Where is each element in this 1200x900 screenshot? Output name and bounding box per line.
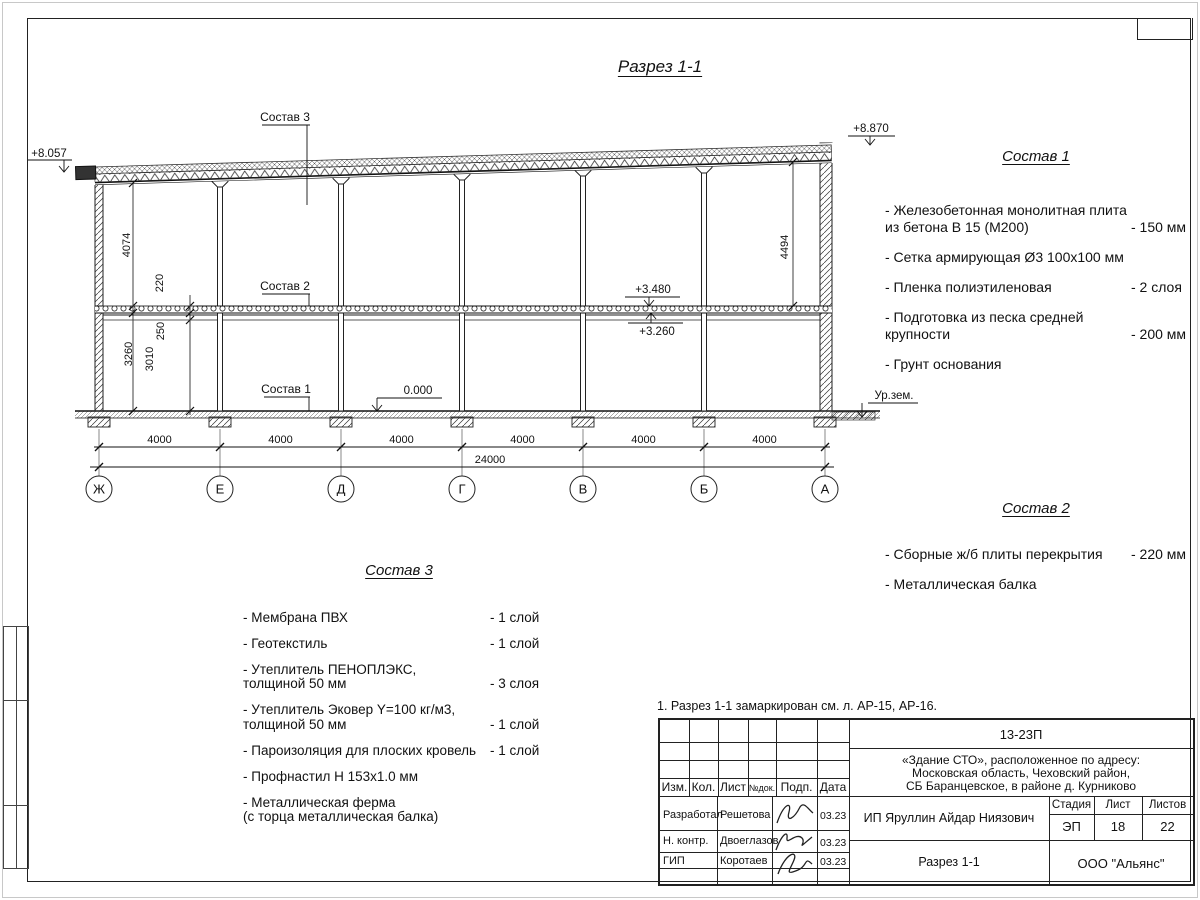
left-vertical-dimensions bbox=[103, 179, 196, 415]
right-vertical-dimension-label: 4494 bbox=[779, 234, 791, 260]
col-data: Дата bbox=[819, 780, 847, 794]
svg-text:250: 250 bbox=[155, 321, 167, 341]
col-podp: Подп. bbox=[780, 780, 813, 794]
right-vertical-dimension bbox=[789, 158, 797, 310]
list-item: - Утеплитель ПЕНОПЛЭКС, толщиной 50 мм - 3 слоя bbox=[243, 661, 540, 691]
side-stamp bbox=[3, 626, 29, 869]
svg-text:4000: 4000 bbox=[147, 434, 172, 446]
svg-text:Г: Г bbox=[458, 481, 466, 497]
svg-text:Е: Е bbox=[215, 481, 225, 497]
object-address-line: СБ Баранцевское, в районе д. Курниково bbox=[905, 779, 1137, 793]
sheets-label: Листов bbox=[1148, 799, 1187, 811]
sheet-title: Разрез 1-1 bbox=[918, 855, 980, 869]
svg-text:Состав 2: Состав 2 bbox=[260, 279, 310, 293]
svg-text:Ур.зем.: Ур.зем. bbox=[874, 390, 914, 402]
row-role: ГИП bbox=[663, 855, 685, 867]
svg-text:4074: 4074 bbox=[121, 232, 133, 258]
svg-text:4000: 4000 bbox=[389, 434, 414, 446]
list-item: - Профнастил Н 153х1.0 мм bbox=[243, 768, 418, 784]
row-role: Разработал bbox=[663, 809, 723, 821]
section-drawing bbox=[20, 95, 960, 515]
sostav3-list bbox=[243, 564, 555, 836]
sostav2-list bbox=[885, 500, 1187, 606]
svg-text:4000: 4000 bbox=[268, 434, 293, 446]
sostav1-heading: Состав 1 bbox=[1002, 148, 1070, 165]
foundation-pads bbox=[88, 417, 836, 427]
svg-text:Состав 3: Состав 3 bbox=[260, 110, 310, 124]
client-name: ИП Яруллин Айдар Ниязович bbox=[863, 811, 1035, 825]
list-item: - Пароизоляция для плоских кровель - 1 слой bbox=[243, 742, 540, 758]
svg-text:Б: Б bbox=[699, 481, 709, 497]
side-stamp-divider bbox=[4, 805, 28, 806]
roof bbox=[75, 143, 835, 186]
list-item: - Металлическая балка bbox=[885, 576, 1037, 592]
svg-text:+3.480: +3.480 bbox=[635, 284, 671, 296]
signature bbox=[774, 799, 816, 829]
svg-text:4000: 4000 bbox=[631, 434, 656, 446]
list-item: - Железобетонная монолитная плита из бетона В 15 (М200) - 150 мм bbox=[885, 202, 1187, 235]
title-block bbox=[658, 718, 1195, 886]
list-item: - Геотекстиль - 1 слой bbox=[243, 635, 540, 651]
list-item: - Металлическая ферма (с торца металлическая балка) bbox=[243, 794, 439, 824]
floor-slab bbox=[75, 411, 880, 420]
sostav2-heading: Состав 2 bbox=[1002, 500, 1070, 517]
row-name: Двоеглазов bbox=[720, 835, 779, 847]
svg-text:Ж: Ж bbox=[92, 481, 106, 497]
col-izm: Изм. bbox=[661, 780, 688, 794]
svg-text:3010: 3010 bbox=[144, 346, 156, 372]
stage-label: Стадия bbox=[1051, 799, 1092, 811]
svg-text:Состав 1: Состав 1 bbox=[261, 382, 311, 396]
object-address-line: «Здание СТО», расположенное по адресу: bbox=[901, 753, 1141, 767]
list-item: - Пленка полиэтиленовая - 2 слоя bbox=[885, 279, 1182, 295]
axis-extension-lines bbox=[99, 429, 825, 476]
list-item: - Сборные ж/б плиты перекрытия - 220 мм bbox=[885, 546, 1187, 562]
left-wall bbox=[95, 172, 103, 411]
sostav3-heading: Состав 3 bbox=[365, 562, 433, 579]
composition-callouts bbox=[260, 110, 311, 411]
col-list: Лист bbox=[719, 780, 747, 794]
side-stamp-divider bbox=[16, 627, 17, 868]
svg-text:4000: 4000 bbox=[752, 434, 777, 446]
page-title: Разрез 1-1 bbox=[617, 57, 703, 76]
slab bbox=[95, 306, 832, 313]
row-role: Н. контр. bbox=[663, 835, 709, 847]
list-item: - Мембрана ПВХ - 1 слой bbox=[243, 609, 540, 625]
svg-text:4000: 4000 bbox=[510, 434, 535, 446]
row-date: 03.23 bbox=[820, 837, 847, 849]
svg-text:0.000: 0.000 bbox=[403, 385, 433, 397]
svg-text:В: В bbox=[578, 481, 588, 497]
list-item: - Сетка армирующая Ø3 100х100 мм bbox=[885, 249, 1124, 265]
sheet-note: 1. Разрез 1-1 замаркирован см. л. АР-15, АР-16. bbox=[657, 699, 938, 713]
sheets-value: 22 bbox=[1160, 819, 1175, 834]
total-dimension-label: 24000 bbox=[474, 454, 506, 466]
list-item: - Подготовка из песка средней крупности - 200 мм bbox=[885, 309, 1187, 342]
columns-lower bbox=[218, 313, 707, 411]
svg-text:+3.260: +3.260 bbox=[639, 326, 675, 338]
stage-value: ЭП bbox=[1062, 819, 1081, 834]
col-ndok: №док. bbox=[748, 783, 776, 793]
list-item: - Утеплитель Эковер Y=100 кг/м3, толщиной 50 мм - 1 слой bbox=[243, 702, 540, 732]
sostav1-list bbox=[885, 148, 1187, 386]
left-vertical-dimension-labels bbox=[121, 233, 167, 371]
sheet-value: 18 bbox=[1110, 819, 1126, 834]
svg-text:+8.870: +8.870 bbox=[853, 123, 889, 135]
object-address-line: Московская область, Чеховский район, bbox=[911, 766, 1131, 780]
format-box bbox=[1137, 18, 1193, 40]
row-name: Коротаев bbox=[720, 855, 768, 867]
doc-number: 13-23П bbox=[999, 727, 1043, 742]
svg-text:Д: Д bbox=[336, 481, 346, 497]
axis-bubbles bbox=[86, 476, 838, 502]
signature bbox=[774, 848, 816, 880]
row-name: Решетова bbox=[720, 809, 771, 821]
row-date: 03.23 bbox=[820, 810, 847, 822]
svg-text:220: 220 bbox=[154, 273, 166, 293]
side-stamp-divider bbox=[4, 700, 28, 701]
org-name: ООО "Альянс" bbox=[1077, 856, 1165, 871]
right-wall bbox=[820, 143, 832, 411]
row-date: 03.23 bbox=[820, 856, 847, 868]
svg-text:+8.057: +8.057 bbox=[31, 148, 67, 160]
list-item: - Грунт основания bbox=[885, 356, 1002, 372]
svg-text:3260: 3260 bbox=[123, 341, 135, 367]
svg-text:А: А bbox=[820, 481, 830, 497]
col-kol: Кол. bbox=[691, 780, 716, 794]
sheet-label: Лист bbox=[1105, 799, 1131, 811]
